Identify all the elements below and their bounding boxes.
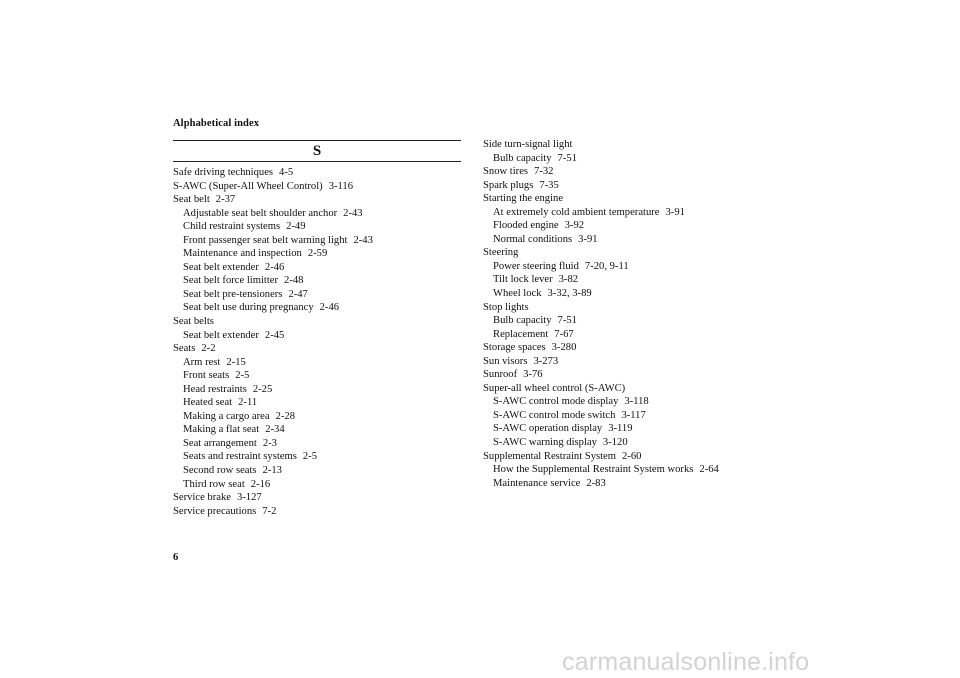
entry-text: At extremely cold ambient temperature xyxy=(493,206,660,218)
entry-page-ref: 3-119 xyxy=(608,423,633,435)
index-entry xyxy=(483,165,783,179)
index-subentry xyxy=(173,383,463,397)
entry-text: Front seats xyxy=(183,370,230,382)
index-entry xyxy=(483,382,783,396)
index-subentry xyxy=(483,477,783,491)
entry-page-ref: 2-13 xyxy=(262,465,282,477)
entry-page-ref: 7-32 xyxy=(534,166,554,178)
index-subentry xyxy=(173,450,463,464)
entry-page-ref: 2-15 xyxy=(226,356,246,368)
entry-text: Supplemental Restraint System xyxy=(483,450,616,462)
index-subentry xyxy=(483,260,783,274)
entry-text: Head restraints xyxy=(183,383,247,395)
entry-text: Arm rest xyxy=(183,356,221,368)
index-entry xyxy=(173,180,463,194)
index-entry xyxy=(483,355,783,369)
index-entry xyxy=(483,301,783,315)
entry-page-ref: 2-16 xyxy=(250,478,271,490)
index-subentry xyxy=(483,422,783,436)
entry-page-ref: 3-118 xyxy=(624,396,649,408)
entry-page-ref: 2-48 xyxy=(284,275,304,287)
entry-text: Super-all wheel control (S-AWC) xyxy=(483,382,626,394)
entry-text: Sun visors xyxy=(483,355,528,367)
entry-page-ref: 3-273 xyxy=(533,355,559,367)
entry-page-ref: 2-43 xyxy=(343,207,363,219)
entry-text: Stop lights xyxy=(483,301,529,313)
entry-text: Child restraint systems xyxy=(183,221,281,233)
entry-page-ref: 2-45 xyxy=(264,329,285,341)
entry-text: S-AWC operation display xyxy=(493,423,603,435)
entry-text: Seat belts xyxy=(173,316,214,328)
index-column-right xyxy=(483,138,783,490)
entry-page-ref: 7-51 xyxy=(557,315,577,327)
index-subentry xyxy=(173,464,463,478)
entry-text: Service precautions xyxy=(173,505,257,517)
entry-page-ref: 2-5 xyxy=(235,370,250,382)
entry-text: Side turn-signal light xyxy=(483,139,573,150)
section-letter-block xyxy=(173,140,461,162)
entry-page-ref: 2-25 xyxy=(252,383,273,395)
entry-page-ref: 7-51 xyxy=(557,152,577,164)
index-entry xyxy=(483,450,783,464)
index-subentry xyxy=(173,410,463,424)
entry-page-ref: 3-127 xyxy=(236,492,262,504)
entry-text: Service brake xyxy=(173,492,231,504)
index-subentry xyxy=(173,356,463,370)
entry-text: Adjustable seat belt shoulder anchor xyxy=(183,207,338,219)
entry-page-ref: 2-5 xyxy=(302,451,317,463)
index-entry xyxy=(173,166,463,180)
index-entry xyxy=(173,315,463,329)
section-letter: S xyxy=(312,143,322,159)
index-subentry xyxy=(483,395,783,409)
index-subentry xyxy=(483,219,783,233)
index-subentry xyxy=(483,436,783,450)
entry-text: Replacement xyxy=(493,328,549,340)
index-subentry xyxy=(173,301,463,315)
entry-page-ref: 2-3 xyxy=(262,437,277,449)
entry-text: Sunroof xyxy=(483,369,518,381)
entry-page-ref: 3-116 xyxy=(328,180,354,192)
entry-text: Heated seat xyxy=(183,397,233,409)
entry-page-ref: 3-32, 3-89 xyxy=(547,288,592,300)
index-subentry xyxy=(483,463,783,477)
index-subentry xyxy=(483,314,783,328)
index-subentry xyxy=(173,369,463,383)
entry-text: Making a cargo area xyxy=(183,410,270,422)
entry-text: How the Supplemental Restraint System works xyxy=(493,464,694,476)
index-entry xyxy=(173,193,463,207)
entry-text: Flooded engine xyxy=(493,220,559,232)
index-subentry xyxy=(483,409,783,423)
entry-page-ref: 3-120 xyxy=(602,437,628,449)
entry-text: Steering xyxy=(483,247,519,259)
entry-page-ref: 7-2 xyxy=(262,505,277,517)
entry-page-ref: 2-46 xyxy=(319,302,340,314)
entry-text: S-AWC (Super-All Wheel Control) xyxy=(173,180,323,192)
index-entry xyxy=(483,179,783,193)
index-entry xyxy=(483,368,783,382)
entry-text: Maintenance and inspection xyxy=(183,248,302,260)
entry-text: Second row seats xyxy=(183,465,257,477)
entry-text: S-AWC control mode switch xyxy=(493,409,616,421)
index-entry xyxy=(173,342,463,356)
index-subentry xyxy=(483,273,783,287)
index-entry xyxy=(483,138,783,152)
index-subentry xyxy=(483,328,783,342)
entry-text: Safe driving techniques xyxy=(173,167,274,178)
entry-page-ref: 3-91 xyxy=(665,206,685,218)
entry-page-ref: 7-20, 9-11 xyxy=(584,260,629,272)
index-subentry xyxy=(173,247,463,261)
entry-text: Seat belt extender xyxy=(183,261,259,273)
entry-page-ref: 2-43 xyxy=(353,234,373,246)
entry-page-ref: 2-34 xyxy=(265,424,285,436)
entry-text: Bulb capacity xyxy=(493,315,552,327)
entry-text: Seat belt extender xyxy=(183,329,259,341)
index-entry xyxy=(173,505,463,519)
entry-text: Seat belt use during pregnancy xyxy=(183,302,314,314)
entry-page-ref: 3-92 xyxy=(564,220,585,232)
entry-page-ref: 2-60 xyxy=(622,450,642,462)
entry-page-ref: 2-11 xyxy=(238,397,258,409)
entry-text: Storage spaces xyxy=(483,342,546,354)
watermark: carmanualsonline.info xyxy=(562,648,810,676)
entry-text: Bulb capacity xyxy=(493,152,552,164)
entry-text: Front passenger seat belt warning light xyxy=(183,234,348,246)
entry-text: Tilt lock lever xyxy=(493,274,553,286)
entry-page-ref: 7-35 xyxy=(539,179,559,191)
index-subentry xyxy=(173,437,463,451)
entry-text: Snow tires xyxy=(483,166,529,178)
entry-page-ref: 4-5 xyxy=(279,167,294,178)
entry-text: Seat arrangement xyxy=(183,437,257,449)
entry-page-ref: 2-83 xyxy=(586,477,606,489)
index-subentry xyxy=(483,233,783,247)
entry-text: S-AWC warning display xyxy=(493,437,597,449)
entry-page-ref: 2-2 xyxy=(201,343,216,355)
entry-page-ref: 2-37 xyxy=(215,194,236,206)
entry-page-ref: 3-280 xyxy=(551,342,577,354)
index-entry xyxy=(483,246,783,260)
entry-page-ref: 7-67 xyxy=(554,328,574,340)
entry-text: Spark plugs xyxy=(483,179,534,191)
index-subentry xyxy=(173,220,463,234)
index-subentry xyxy=(483,287,783,301)
index-subentry xyxy=(173,329,463,343)
index-entry xyxy=(483,192,783,206)
entry-page-ref: 2-49 xyxy=(286,221,306,233)
entry-text: Wheel lock xyxy=(493,288,542,300)
entry-page-ref: 2-64 xyxy=(699,464,719,476)
entry-text: Third row seat xyxy=(183,478,245,490)
entry-page-ref: 2-47 xyxy=(288,288,308,300)
entry-text: Seats xyxy=(173,343,196,355)
index-column-left xyxy=(173,166,463,518)
entry-page-ref: 2-59 xyxy=(307,248,328,260)
entry-page-ref: 3-91 xyxy=(578,233,598,245)
index-subentry xyxy=(173,234,463,248)
entry-page-ref: 3-82 xyxy=(558,274,579,286)
entry-page-ref: 3-76 xyxy=(523,369,543,381)
index-subentry xyxy=(483,206,783,220)
index-subentry xyxy=(173,423,463,437)
index-subentry xyxy=(173,261,463,275)
entry-text: Seats and restraint systems xyxy=(183,451,297,463)
entry-text: Seat belt xyxy=(173,194,210,206)
index-subentry xyxy=(173,274,463,288)
index-entry xyxy=(173,491,463,505)
entry-text: Normal conditions xyxy=(493,233,573,245)
entry-text: Seat belt pre-tensioners xyxy=(183,288,283,300)
index-subentry xyxy=(173,478,463,492)
page-number: 6 xyxy=(173,552,179,563)
page-header: Alphabetical index xyxy=(173,118,260,129)
index-subentry xyxy=(173,288,463,302)
entry-text: Maintenance service xyxy=(493,477,581,489)
entry-text: Seat belt force limitter xyxy=(183,275,279,287)
entry-text: S-AWC control mode display xyxy=(493,396,619,408)
index-entry xyxy=(483,341,783,355)
entry-text: Starting the engine xyxy=(483,193,564,205)
entry-page-ref: 2-28 xyxy=(275,410,295,422)
entry-text: Making a flat seat xyxy=(183,424,260,436)
index-subentry xyxy=(173,396,463,410)
entry-page-ref: 3-117 xyxy=(621,409,646,421)
index-subentry xyxy=(173,207,463,221)
entry-page-ref: 2-46 xyxy=(264,261,285,273)
index-subentry xyxy=(483,152,783,166)
entry-text: Power steering fluid xyxy=(493,260,579,272)
